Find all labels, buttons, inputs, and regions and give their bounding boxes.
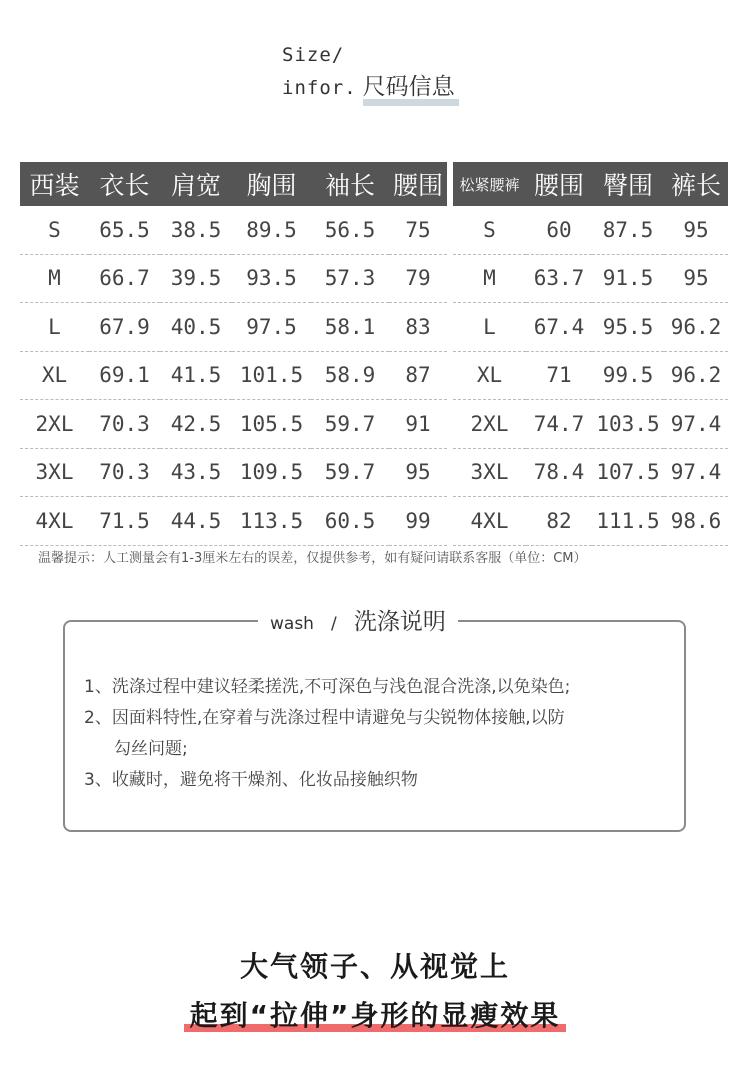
table-cell: 87.5 bbox=[592, 206, 664, 254]
table-cell: 113.5 bbox=[232, 497, 311, 546]
table-cell: 40.5 bbox=[160, 303, 232, 352]
table-cell: 59.7 bbox=[311, 400, 389, 449]
table-cell: 109.5 bbox=[232, 448, 311, 497]
slogan-line-2-wrap bbox=[0, 994, 750, 1034]
wash-instructions-list bbox=[84, 672, 684, 796]
table-row bbox=[20, 303, 728, 352]
table-cell: 60.5 bbox=[311, 497, 389, 546]
table-cell: 97.4 bbox=[664, 448, 728, 497]
table-row bbox=[20, 254, 728, 303]
table-cell: 95 bbox=[664, 206, 728, 254]
table-cell: 39.5 bbox=[160, 254, 232, 303]
wash-title-separator: / bbox=[331, 614, 337, 634]
table-cell: 98.6 bbox=[664, 497, 728, 546]
table-cell: 99.5 bbox=[592, 351, 664, 400]
table-cell: 43.5 bbox=[160, 448, 232, 497]
table-cell: 2XL bbox=[453, 400, 526, 449]
table-cell: XL bbox=[453, 351, 526, 400]
table-cell: 70.3 bbox=[89, 400, 160, 449]
table-cell: 4XL bbox=[20, 497, 89, 546]
table-cell: 41.5 bbox=[160, 351, 232, 400]
wash-item-text: 3、收藏时，避免将干燥剂、化妆品接触织物 bbox=[84, 770, 418, 790]
title-line-1: Size/ bbox=[282, 44, 345, 66]
table-cell: 71.5 bbox=[89, 497, 160, 546]
table-cell: 44.5 bbox=[160, 497, 232, 546]
table-cell: 79 bbox=[389, 254, 447, 303]
slogan-line-1: 大气领子、从视觉上 bbox=[239, 950, 510, 983]
table-cell: 97.4 bbox=[664, 400, 728, 449]
header-suit: 西装 bbox=[20, 162, 89, 206]
table-cell: 93.5 bbox=[232, 254, 311, 303]
table-cell: 91 bbox=[389, 400, 447, 449]
table-cell: L bbox=[20, 303, 89, 352]
table-cell: 59.7 bbox=[311, 448, 389, 497]
list-item bbox=[84, 703, 684, 765]
header-pants: 松紧腰裤 bbox=[453, 162, 526, 206]
header-chest: 胸围 bbox=[232, 162, 311, 206]
header-length: 衣长 bbox=[89, 162, 160, 206]
table-row bbox=[20, 448, 728, 497]
table-cell: 57.3 bbox=[311, 254, 389, 303]
table-cell: 78.4 bbox=[526, 448, 592, 497]
table-cell: 75 bbox=[389, 206, 447, 254]
header-sleeve: 袖长 bbox=[311, 162, 389, 206]
table-cell: 58.1 bbox=[311, 303, 389, 352]
wash-title-en: wash bbox=[270, 614, 314, 634]
header-pants-waist: 腰围 bbox=[526, 162, 592, 206]
table-cell: 67.4 bbox=[526, 303, 592, 352]
title-cn: 尺码信息 bbox=[363, 70, 455, 104]
size-table bbox=[20, 162, 728, 546]
table-cell: 97.5 bbox=[232, 303, 311, 352]
table-row bbox=[20, 400, 728, 449]
table-cell: 74.7 bbox=[526, 400, 592, 449]
table-cell: 63.7 bbox=[526, 254, 592, 303]
table-cell: L bbox=[453, 303, 526, 352]
table-cell: 91.5 bbox=[592, 254, 664, 303]
table-cell: 99 bbox=[389, 497, 447, 546]
table-cell: 42.5 bbox=[160, 400, 232, 449]
table-cell: 82 bbox=[526, 497, 592, 546]
table-cell: 66.7 bbox=[89, 254, 160, 303]
table-cell: XL bbox=[20, 351, 89, 400]
table-cell: 70.3 bbox=[89, 448, 160, 497]
table-cell: 95 bbox=[389, 448, 447, 497]
wash-item-text: 1、洗涤过程中建议轻柔搓洗,不可深色与浅色混合洗涤,以免染色; bbox=[84, 677, 571, 697]
table-cell: 105.5 bbox=[232, 400, 311, 449]
wash-item-text-cont: 勾丝问题; bbox=[114, 739, 188, 759]
table-cell: S bbox=[453, 206, 526, 254]
table-cell: 56.5 bbox=[311, 206, 389, 254]
size-table-header bbox=[20, 162, 728, 206]
header-pants-length: 裤长 bbox=[664, 162, 728, 206]
table-cell: S bbox=[20, 206, 89, 254]
table-cell: 67.9 bbox=[89, 303, 160, 352]
table-cell: 38.5 bbox=[160, 206, 232, 254]
table-cell: M bbox=[20, 254, 89, 303]
table-cell: 71 bbox=[526, 351, 592, 400]
wash-title-cn: 洗涤说明 bbox=[353, 609, 446, 635]
table-cell: M bbox=[453, 254, 526, 303]
measurement-note: 温馨提示：人工测量会有1-3厘米左右的误差，仅提供参考，如有疑问请联系客服（单位：CM） bbox=[38, 551, 587, 566]
wash-title bbox=[258, 604, 458, 640]
table-cell: 107.5 bbox=[592, 448, 664, 497]
table-cell: 111.5 bbox=[592, 497, 664, 546]
size-info-title bbox=[282, 40, 455, 104]
table-cell: 95 bbox=[664, 254, 728, 303]
list-item bbox=[84, 765, 684, 796]
header-waist: 腰围 bbox=[389, 162, 447, 206]
table-cell: 65.5 bbox=[89, 206, 160, 254]
slogan-line-2: 起到“拉伸”身形的显瘦效果 bbox=[190, 994, 561, 1034]
list-item bbox=[84, 672, 684, 703]
table-row bbox=[20, 497, 728, 546]
table-cell: 96.2 bbox=[664, 303, 728, 352]
table-row bbox=[20, 206, 728, 254]
table-cell: 3XL bbox=[20, 448, 89, 497]
table-cell: 2XL bbox=[20, 400, 89, 449]
table-cell: 58.9 bbox=[311, 351, 389, 400]
table-cell: 95.5 bbox=[592, 303, 664, 352]
table-cell: 87 bbox=[389, 351, 447, 400]
title-line-2 bbox=[282, 70, 455, 104]
table-cell: 96.2 bbox=[664, 351, 728, 400]
header-shoulder: 肩宽 bbox=[160, 162, 232, 206]
table-cell: 101.5 bbox=[232, 351, 311, 400]
title-en: infor. bbox=[282, 77, 357, 99]
wash-item-text: 2、因面料特性,在穿着与洗涤过程中请避免与尖锐物体接触,以防 bbox=[84, 708, 565, 728]
table-cell: 89.5 bbox=[232, 206, 311, 254]
table-cell: 69.1 bbox=[89, 351, 160, 400]
table-cell: 103.5 bbox=[592, 400, 664, 449]
table-cell: 4XL bbox=[453, 497, 526, 546]
header-hip: 臀围 bbox=[592, 162, 664, 206]
table-row bbox=[20, 351, 728, 400]
table-cell: 60 bbox=[526, 206, 592, 254]
table-cell: 83 bbox=[389, 303, 447, 352]
table-cell: 3XL bbox=[453, 448, 526, 497]
